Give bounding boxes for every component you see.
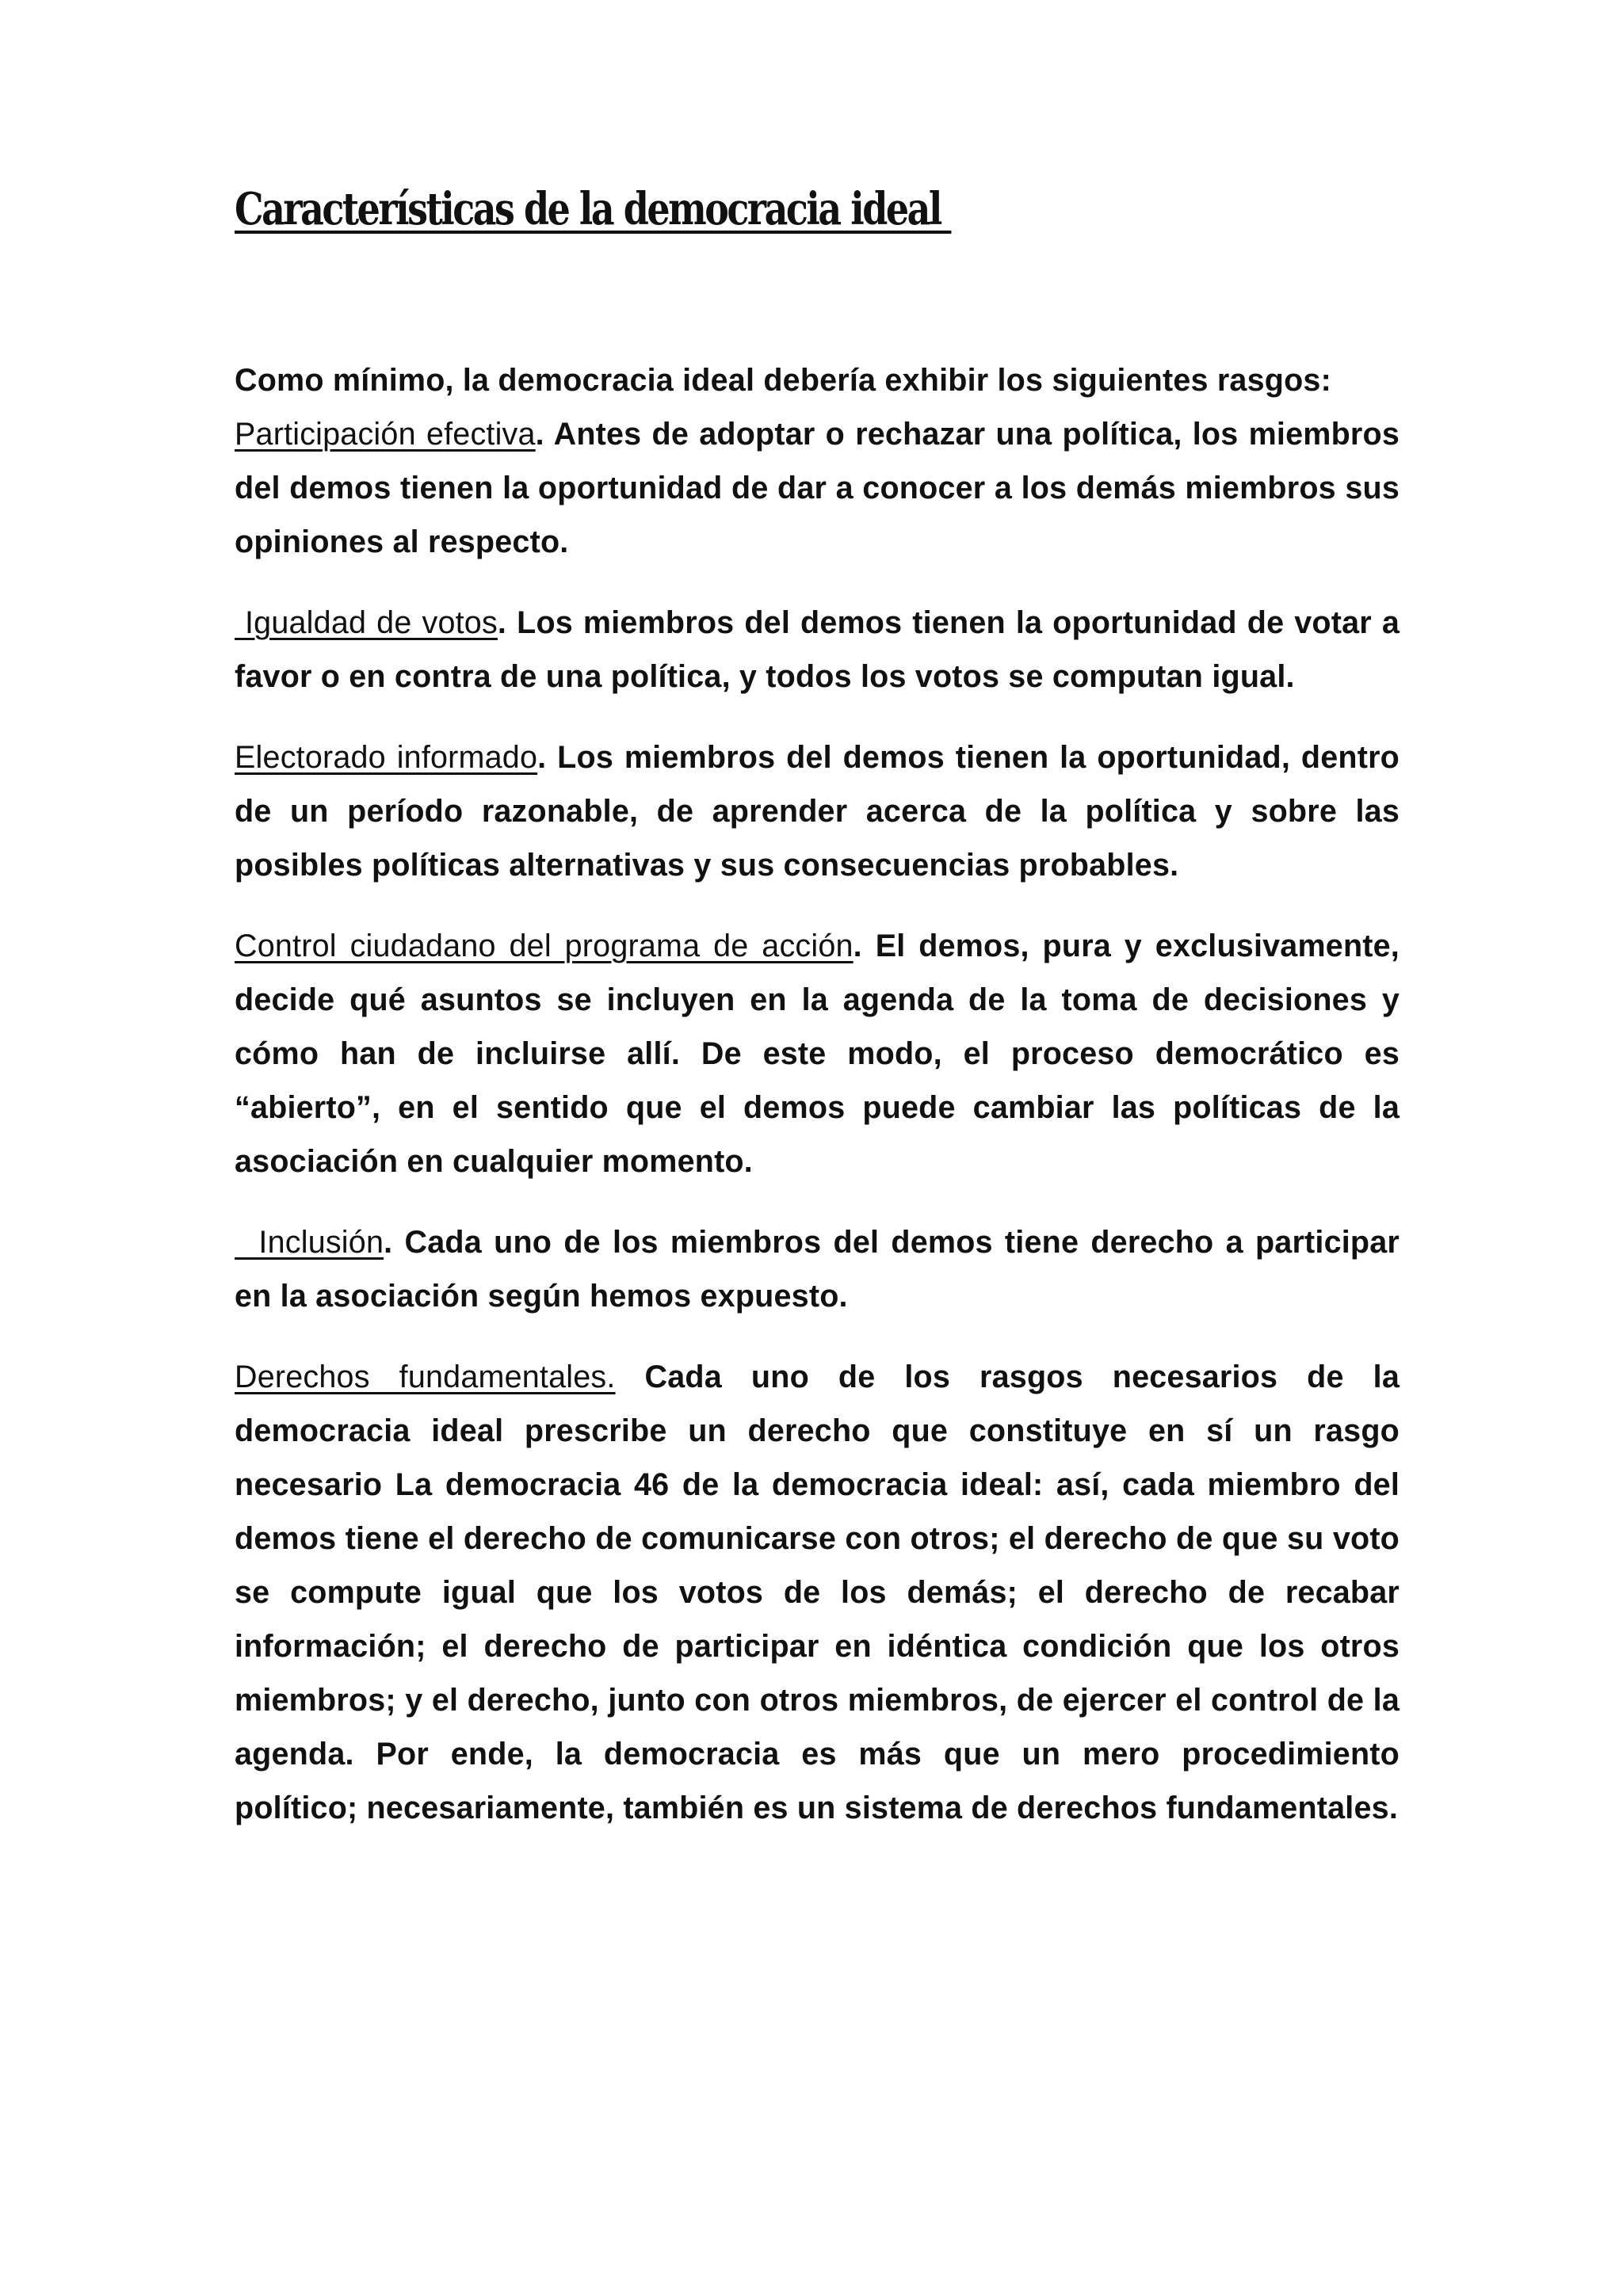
term-control: Control ciudadano del programa de acción bbox=[235, 928, 854, 963]
paragraph-inclusion bbox=[235, 1215, 1400, 1323]
paragraph-control bbox=[235, 919, 1400, 1188]
term-derechos: Derechos fundamentales. bbox=[235, 1359, 616, 1394]
paragraph-text: El demos, pura y exclusivamente, decide qué asuntos se incluyen en la agenda de la toma de decisiones y cómo han de incluirse allí. De este modo, el proceso democrático es “abierto”, en el sentido que el demos puede cambiar las políticas de la asociación en cualquier momento. bbox=[235, 928, 1400, 1179]
paragraph-text: Los miembros del demos tienen la oportunidad, dentro de un período razonable, de aprender acerca de la política y sobre las posibles políticas alternativas y sus consecuencias probables. bbox=[235, 739, 1400, 883]
document-title: Características de la democracia ideal bbox=[235, 183, 952, 235]
term-participacion: Participación efectiva bbox=[235, 416, 536, 452]
term-punct: . bbox=[853, 928, 862, 963]
term-inclusion: Inclusión bbox=[235, 1224, 384, 1260]
term-punct: . bbox=[535, 416, 544, 452]
paragraph-text: Los miembros del demos tienen la oportunidad de votar a favor o en contra de una política, y todos los votos se computan igual. bbox=[235, 605, 1400, 694]
term-punct: . bbox=[384, 1224, 393, 1260]
paragraph-text: Cada uno de los rasgos necesarios de la democracia ideal prescribe un derecho que constituye en sí un rasgo necesario La democracia 46 de la democracia ideal: así, cada miembro del demos tiene el derecho de comunicarse con otros; el derecho de que su voto se compute igual que los votos de los demás; el derecho de recabar información; el derecho de participar en idéntica condición que los otros miembros; y el derecho, junto con otros miembros, de ejercer el control de la agenda. Por ende, la democracia es más que un mero procedimiento político; necesariamente, también es un sistema de derechos fundamentales. bbox=[235, 1359, 1400, 1825]
document-body bbox=[235, 185, 1400, 1862]
paragraph-text: Antes de adoptar o rechazar una política, los miembros del demos tienen la oportunidad de dar a conocer a los demás miembros sus opiniones al respecto. bbox=[235, 416, 1400, 559]
term-igualdad: Igualdad de votos bbox=[235, 605, 498, 640]
paragraph-igualdad bbox=[235, 596, 1400, 704]
term-punct: . bbox=[537, 739, 547, 775]
paragraph-electorado bbox=[235, 730, 1400, 892]
term-punct: . bbox=[497, 605, 507, 640]
paragraph-intro bbox=[235, 353, 1400, 569]
intro-text: Como mínimo, la democracia ideal debería exhibir los siguientes rasgos: bbox=[235, 362, 1331, 398]
paragraph-text: Cada uno de los miembros del demos tiene derecho a participar en la asociación según hemos expuesto. bbox=[235, 1224, 1400, 1314]
paragraph-derechos bbox=[235, 1350, 1400, 1835]
term-electorado: Electorado informado bbox=[235, 739, 538, 775]
